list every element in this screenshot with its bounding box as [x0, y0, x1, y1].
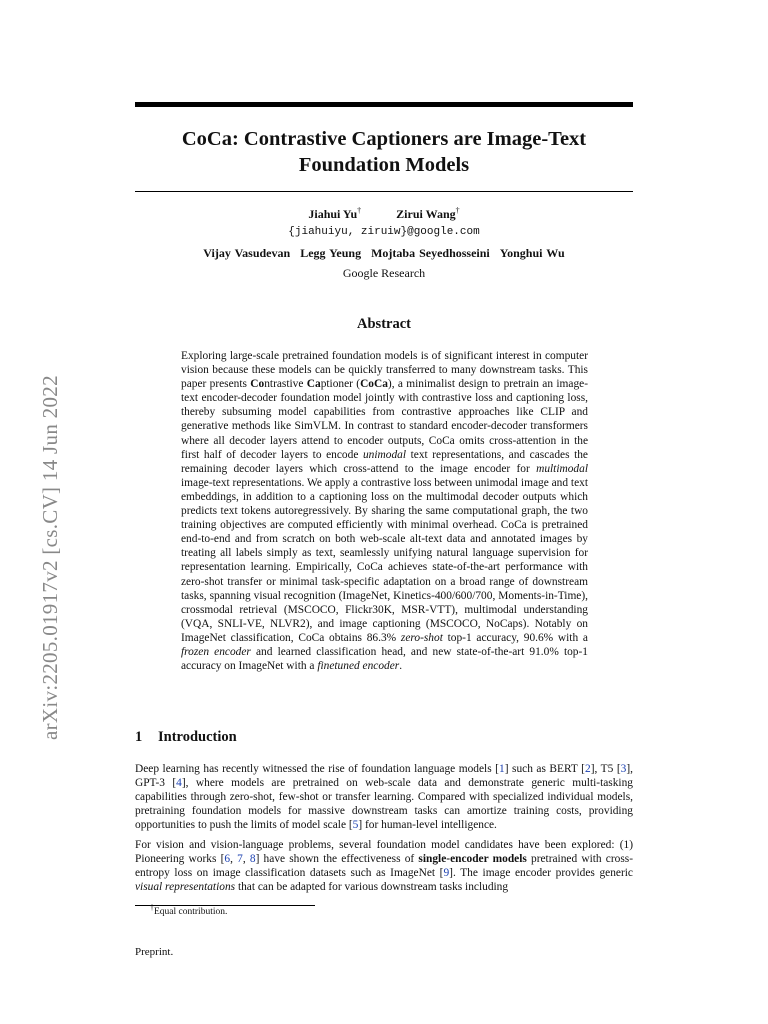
title-bottom-rule [135, 191, 633, 192]
abstract-text: ), a minimalist design to pretrain an image-text encoder-decoder foundation model jointly with contrastive loss and captioning loss, thereby subsuming model capabilities from contrastive approaches like CLIP and generative methods like SimVLM. In contrast to standard encoder-decoder transformers where all decoder layers attend to encoder outputs, CoCa omits cross-attention in the first half of decoder layers to encode [181, 378, 589, 461]
para-text: ] such as BERT [ [504, 763, 585, 775]
para-text: For vision and vision-language problems, several foundation model candidates have been explored: (1) Pioneering works [ [135, 839, 633, 866]
abstract-italic: multimodal [536, 462, 588, 475]
citation-link[interactable]: 4 [176, 777, 182, 790]
para-text: that can be adapted for various downstream tasks including [235, 881, 509, 894]
abstract-body [181, 349, 588, 673]
abstract-bold: Ca [306, 378, 321, 391]
para-text: ]. The image encoder provides generic [449, 867, 633, 880]
citation-link[interactable]: 3 [620, 763, 627, 775]
title-line-1: CoCa: Contrastive Captioners are Image-Text [181, 128, 587, 150]
abstract-italic: zero-shot [400, 631, 443, 644]
para-text: , [242, 853, 250, 866]
author-jiahui-yu [308, 207, 361, 222]
citation-link[interactable]: 7 [237, 853, 243, 866]
abstract-text: top-1 accuracy, 90.6% with a [442, 631, 588, 644]
citation-link[interactable]: 1 [498, 763, 505, 775]
abstract-italic: finetuned encoder [317, 660, 400, 673]
abstract-italic: frozen encoder [181, 645, 251, 658]
abstract-heading: Abstract [357, 316, 411, 332]
abstract-text: ntrastive [264, 378, 307, 391]
para-italic: visual representations [135, 881, 236, 894]
abstract-italic: unimodal [362, 448, 407, 461]
authors-second-row [135, 246, 633, 261]
section-heading-introduction [135, 729, 237, 746]
abstract-text: Exploring large-scale pretrained foundation models is of significant interest in computer vision because these models can be quickly transferred to many downstream tasks. This paper presents [181, 350, 588, 391]
para-text: , [230, 853, 238, 866]
citation-link[interactable]: 8 [249, 853, 256, 866]
intro-paragraph-1 [135, 762, 633, 832]
citation-link[interactable]: 5 [352, 819, 359, 832]
title-top-rule [135, 102, 633, 107]
author-mark: † [357, 206, 362, 215]
para-text: pretrained with cross-entropy loss on image classification datasets such as ImageNet [ [135, 853, 634, 880]
para-text: ], T5 [ [590, 763, 621, 775]
para-bold: single-encoder models [418, 853, 527, 866]
author-name: Legg Yeung [300, 246, 362, 260]
affiliation: Google Research [342, 266, 426, 280]
section-number: 1 [135, 729, 143, 745]
authors-first-row [135, 207, 633, 222]
footnote-rule [135, 905, 315, 906]
preprint-label: Preprint. [135, 946, 174, 958]
intro-paragraph-2 [135, 838, 633, 894]
abstract-text: ptioner ( [320, 378, 361, 391]
para-text: ] for human-level intelligence. [358, 819, 497, 832]
author-emails: {jiahuiyu, ziruiw}@google.com [288, 226, 480, 238]
title-line-2: Foundation Models [298, 154, 470, 176]
citation-link[interactable]: 6 [224, 853, 231, 866]
author-name: Yonghui Wu [499, 246, 565, 260]
para-text: Deep learning has recently witnessed the rise of foundation language models [ [135, 763, 499, 775]
abstract-text: image-text representations. We apply a contrastive loss between unimodal image and text embeddings, in addition to a captioning loss on the multimodal decoder outputs which predicts text tokens autoregressively. By sharing the same computational graph, the two training objectives are computed efficiently with minimal overhead. CoCa is pretrained end-to-end and from scratch on both web-scale alt-text data and annotated images by treating all labels simply as text, seamlessly unifying natural language supervision for representation learning. Empirically, CoCa achieves state-of-the-art performance with zero-shot transfer or minimal task-specific adaptation on a broad range of downstream tasks, spanning visual recognition (ImageNet, Kinetics-400/600/700, Moments-in-Time), crossmodal retrieval (MSCOCO, Flickr30K, MSR-VTT), multimodal understanding (VQA, SNLI-VE, NLVR2), and image captioning (MSCOCO, NoCaps). Notably on ImageNet classification, CoCa obtains 86.3% [181, 476, 588, 644]
footnote [150, 902, 228, 917]
footnote-text: Equal contribution. [154, 907, 228, 917]
section-title: Introduction [158, 729, 237, 745]
author-name: Jiahui Yu [308, 207, 358, 221]
author-zirui-wang [396, 207, 459, 222]
arxiv-sidebar-stamp: arXiv:2205.01917v2 [cs.CV] 14 Jun 2022 [38, 375, 62, 740]
author-name: Mojtaba Seyedhosseini [371, 246, 490, 260]
para-text: ], where models are pretrained on web-scale data and demonstrate generic multi-tasking capabilities through zero-shot, few-shot or transfer learning. Compared with specialized individual models, pretraining foundation models for massive downstream tasks can amortize training costs, providing opportunities to push the limits of model scale [ [135, 777, 633, 832]
abstract-text: . [399, 660, 403, 673]
para-text: ], GPT-3 [ [135, 763, 633, 790]
footnote-mark: † [150, 902, 154, 912]
citation-link[interactable]: 2 [584, 763, 591, 775]
abstract-text: and learned classification head, and new state-of-the-art 91.0% top-1 accuracy on ImageNet with a [181, 645, 588, 673]
author-name: Zirui Wang [396, 207, 456, 221]
paper-title [135, 126, 633, 178]
author-name: Vijay Vasudevan [203, 246, 291, 260]
abstract-text: text representations, and cascades the remaining decoder layers which cross-attend to the image encoder for [181, 448, 588, 475]
citation-link[interactable]: 9 [443, 867, 450, 880]
abstract-bold: Co [250, 378, 265, 391]
para-text: ] have shown the effectiveness of [255, 853, 419, 866]
author-mark: † [455, 206, 460, 215]
abstract-bold: CoCa [360, 378, 388, 391]
